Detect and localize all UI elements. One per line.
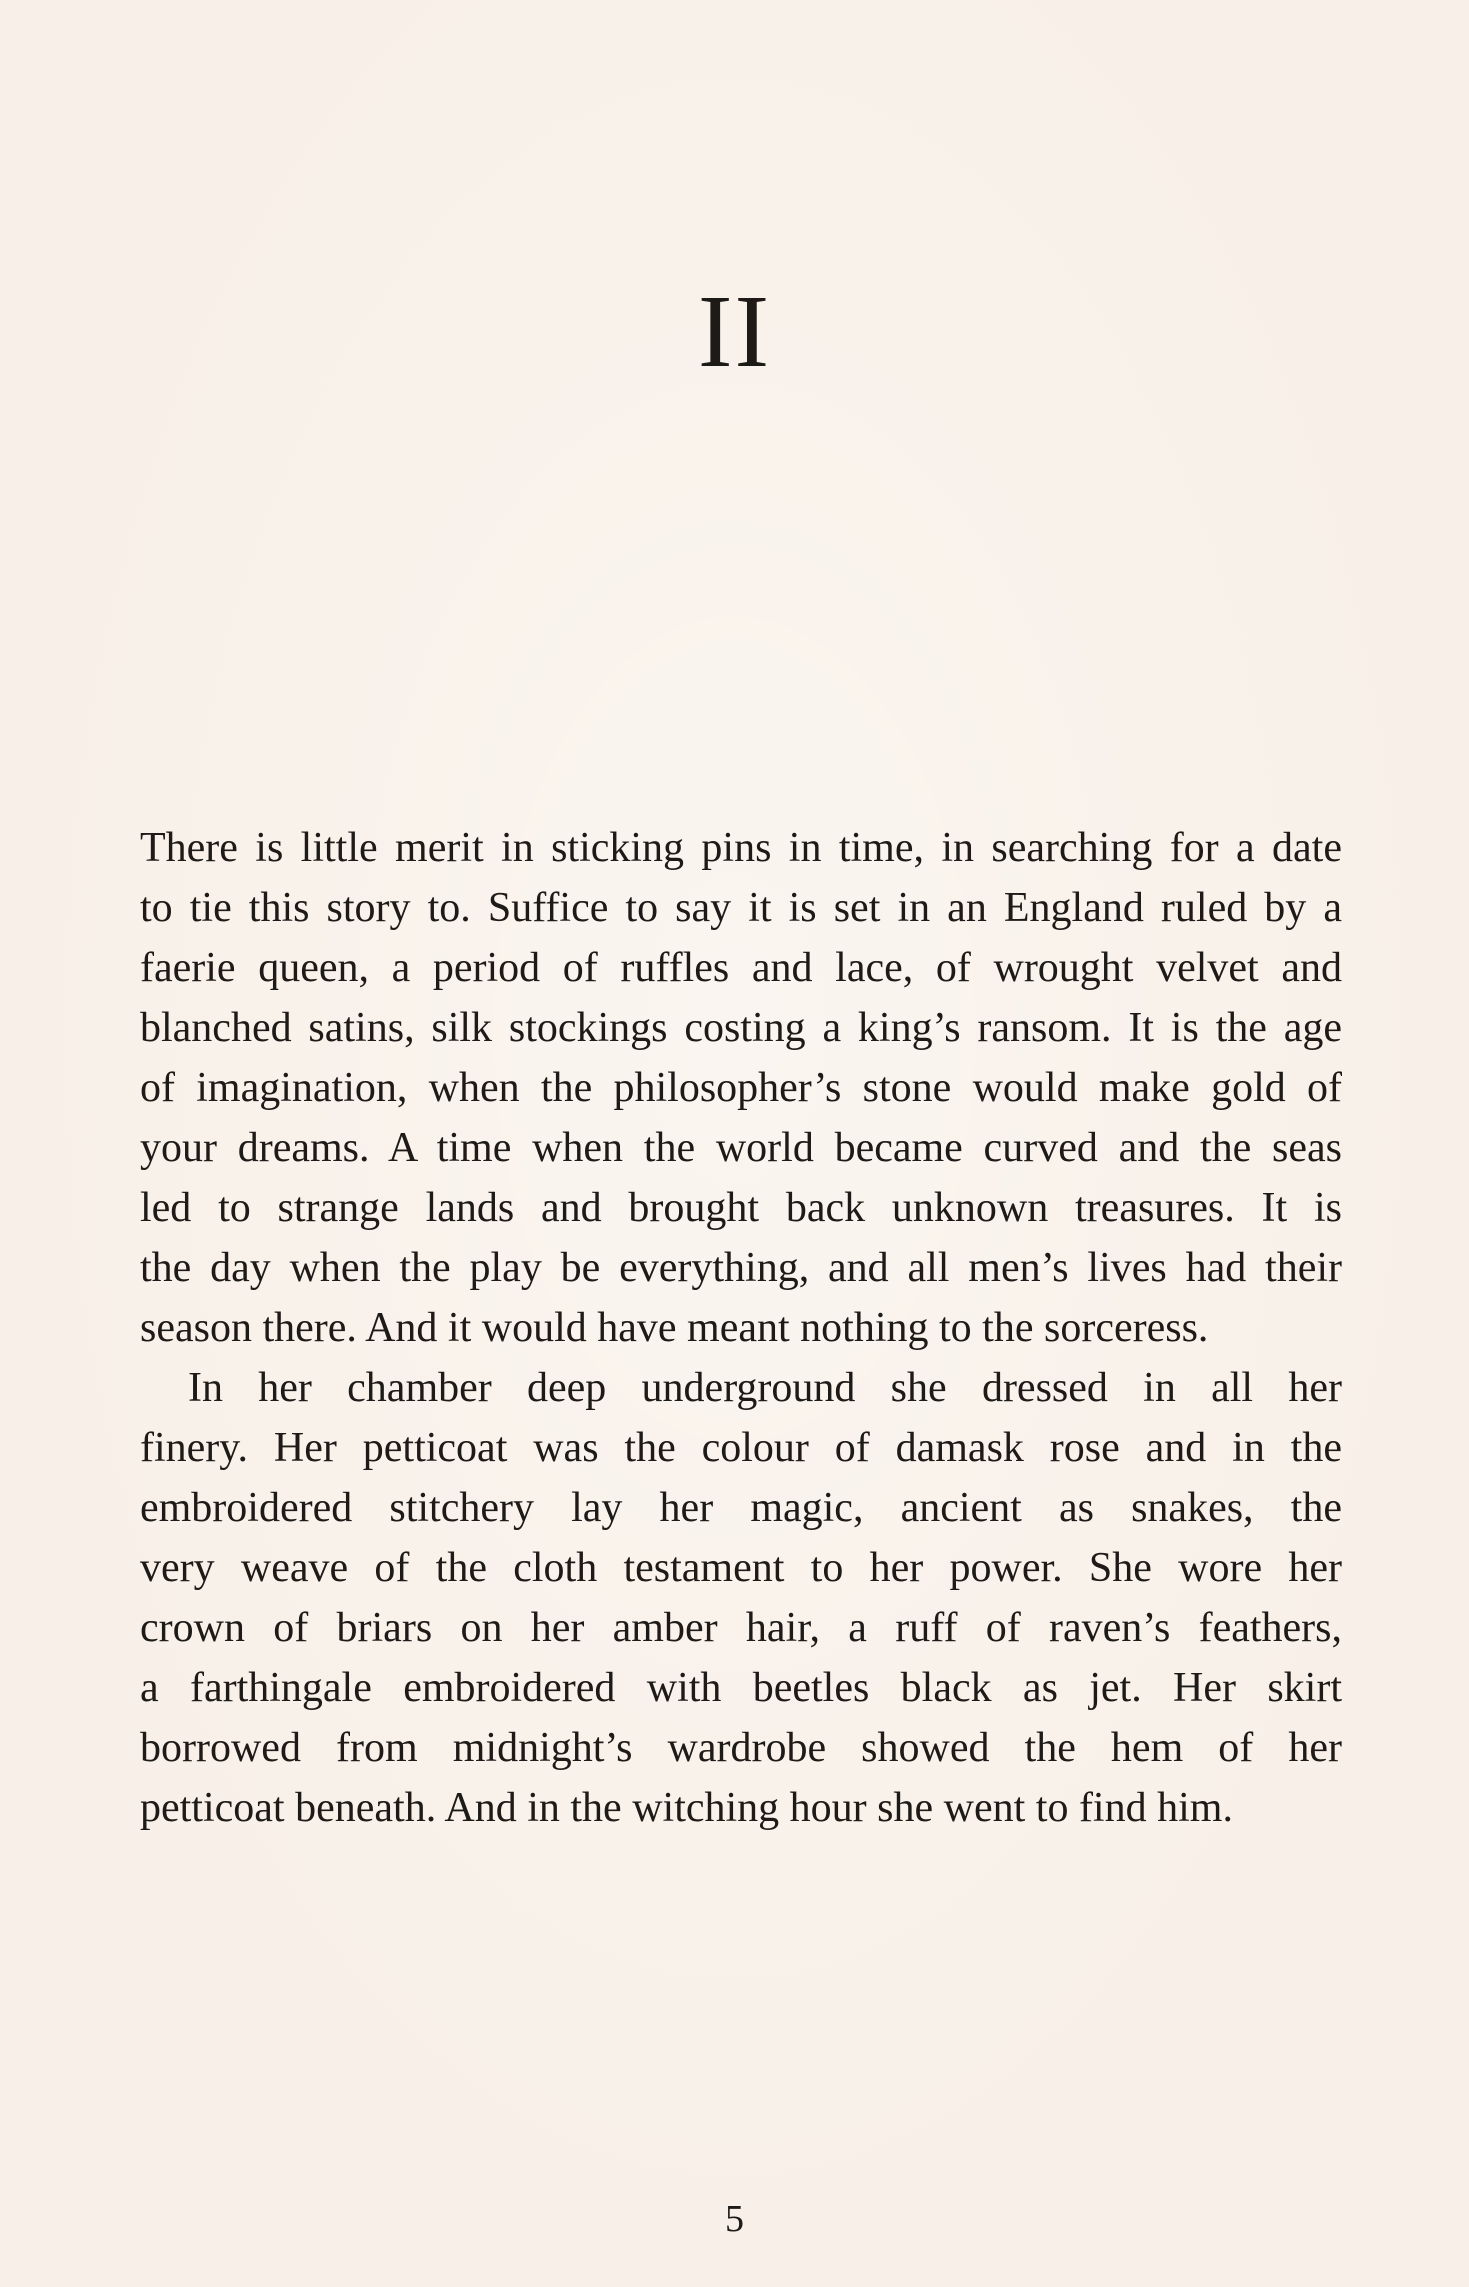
text-line: faerie queen, a period of ruffles and lace, of wrought velvet and [140,945,1342,991]
page-number: 5 [725,2198,744,2240]
paragraph-1 [140,818,1342,1358]
text-line: There is little merit in sticking pins in time, in searching for a date [140,825,1342,871]
text-line: led to strange lands and brought back unknown treasures. It is [140,1185,1342,1231]
text-line: very weave of the cloth testament to her power. She wore her [140,1545,1342,1591]
text-line: blanched satins, silk stockings costing a king’s ransom. It is the age [140,1005,1342,1051]
chapter-number: II [697,274,772,389]
text-line: a farthingale embroidered with beetles black as jet. Her skirt [140,1665,1342,1711]
paragraph-2 [140,1358,1342,1838]
text-line: crown of briars on her amber hair, a ruff of raven’s feathers, [140,1605,1342,1651]
text-line: petticoat beneath. And in the witching hour she went to find him. [140,1785,1233,1831]
text-line: In her chamber deep underground she dressed in all her [188,1365,1342,1411]
text-line: embroidered stitchery lay her magic, ancient as snakes, the [140,1485,1342,1531]
chapter-body [140,818,1342,1838]
text-line: borrowed from midnight’s wardrobe showed the hem of her [140,1725,1342,1771]
text-line: to tie this story to. Suffice to say it is set in an England ruled by a [140,885,1342,931]
text-line: your dreams. A time when the world became curved and the seas [140,1125,1342,1171]
text-line: of imagination, when the philosopher’s stone would make gold of [140,1065,1342,1111]
text-line: the day when the play be everything, and all men’s lives had their [140,1245,1342,1291]
text-line: finery. Her petticoat was the colour of damask rose and in the [140,1425,1342,1471]
text-line: season there. And it would have meant nothing to the sorceress. [140,1305,1209,1351]
